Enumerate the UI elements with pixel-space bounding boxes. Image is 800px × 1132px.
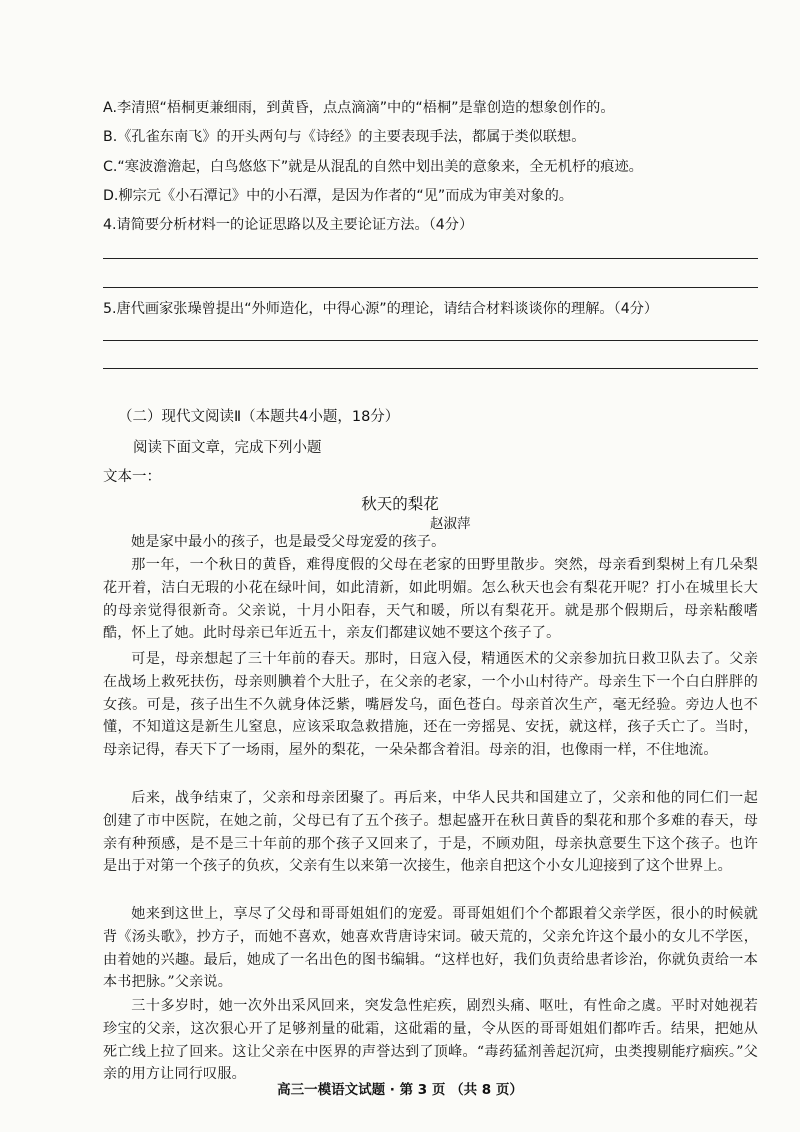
article-paragraph: 她来到这世上，享尽了父母和哥哥姐姐们的宠爱。哥哥姐姐们个个都跟着父亲学医，很小的时候就背《汤头歌》，抄方子，而她不喜欢，她喜欢背唐诗宋词。破天荒的，父亲允许这个最小的女儿不学医，由着她的兴趣。最后，她成了一名出色的图书编辑。“这样也好，我们负责给患者诊治，你就负责给一本本书把脉。”父亲说。 <box>103 906 758 991</box>
article-paragraph: 后来，战争结束了，父亲和母亲团聚了。再后来，中华人民共和国建立了，父亲和他的同仁们一起创建了市中医院，在她之前，父母已有了五个孩子。想起盛开在秋日黄昏的梨花和那个多难的春天，母亲有种预感，是不是三十年前的那个孩子又回来了，于是，不顾劝阻，母亲执意要生下这个孩子。也许是出于对第一个孩子的负疚，父亲有生以来第一次接生，他亲自把这个小女儿迎接到了这个世界上。 <box>103 790 758 875</box>
answer-line <box>103 258 758 259</box>
article-author: 赵淑萍 <box>430 516 471 532</box>
section-heading: （二）现代文阅读Ⅱ（本题共4小题，18分） <box>118 409 400 425</box>
question-option-c: C.“寒波澹澹起，白鸟悠悠下”就是从混乱的自然中划出美的意象来，全无机杼的痕迹。 <box>103 159 643 175</box>
answer-line <box>103 287 758 288</box>
question-4: 4.请简要分析材料一的论证思路以及主要论证方法。（4分） <box>103 217 474 233</box>
question-option-d: D.柳宗元《小石潭记》中的小石潭，是因为作者的“见”而成为审美对象的。 <box>103 188 573 204</box>
question-option-a: A.李清照“梧桐更兼细雨，到黄昏，点点滴滴”中的“梧桐”是靠创造的想象创作的。 <box>103 100 615 116</box>
article-paragraph: 可是，母亲想起了三十年前的春天。那时，日寇入侵，精通医术的父亲参加抗日救卫队去了。父亲在战场上救死扶伤，母亲则腆着个大肚子，在父亲的老家，一个小山村待产。母亲生下一个白白胖胖的女孩。可是，孩子出生不久就身体泛紫，嘴唇发乌，面色苍白。母亲首次生产，毫无经验。旁边人也不懂，不知道这是新生儿窒息，应该采取急救措施，还在一旁摇晃、安抚，就这样，孩子夭亡了。当时，母亲记得，春天下了一场雨，屋外的梨花，一朵朵都含着泪。母亲的泪，也像雨一样，不住地流。 <box>103 651 758 759</box>
question-option-b: B.《孔雀东南飞》的开头两句与《诗经》的主要表现手法，都属于类似联想。 <box>103 129 586 145</box>
answer-line <box>103 340 758 341</box>
article-paragraph: 那一年，一个秋日的黄昏，难得度假的父母在老家的田野里散步。突然，母亲看到梨树上有几朵梨花开着，洁白无瑕的小花在绿叶间，如此清新，如此明媚。怎么秋天也会有梨花开呢？打小在城里长大的母亲觉得很新奇。父亲说，十月小阳春，天气和暖，所以有梨花开。就是那个假期后，母亲粘酸嗜酷，怀上了她。此时母亲已年近五十，亲友们都建议她不要这个孩子了。 <box>103 557 758 642</box>
article-paragraph: 她是家中最小的孩子，也是最受父母宠爱的孩子。 <box>131 534 446 550</box>
page-footer: 高三一模语文试题 · 第 3 页 （共 8 页） <box>277 1082 523 1098</box>
question-5: 5.唐代画家张璪曾提出“外师造化，中得心源”的理论，请结合材料谈谈你的理解。（4分） <box>103 301 659 317</box>
section-instruction: 阅读下面文章，完成下列小题 <box>133 440 322 456</box>
text-label: 文本一： <box>103 469 161 485</box>
article-paragraph: 三十多岁时，她一次外出采风回来，突发急性疟疾，剧烈头痛、呕吐，有性命之虞。平时对她视若珍宝的父亲，这次狠心开了足够剂量的砒霜，这砒霜的量，令从医的哥哥姐姐们都咋舌。结果，把她从死亡线上拉了回来。这让父亲在中医界的声誉达到了顶峰。“毒药猛剂善起沉疴，虫类搜剔能疗痼疾。”父亲的用方让同行叹服。 <box>103 998 758 1083</box>
answer-line <box>103 368 758 369</box>
article-title: 秋天的梨花 <box>361 495 439 513</box>
